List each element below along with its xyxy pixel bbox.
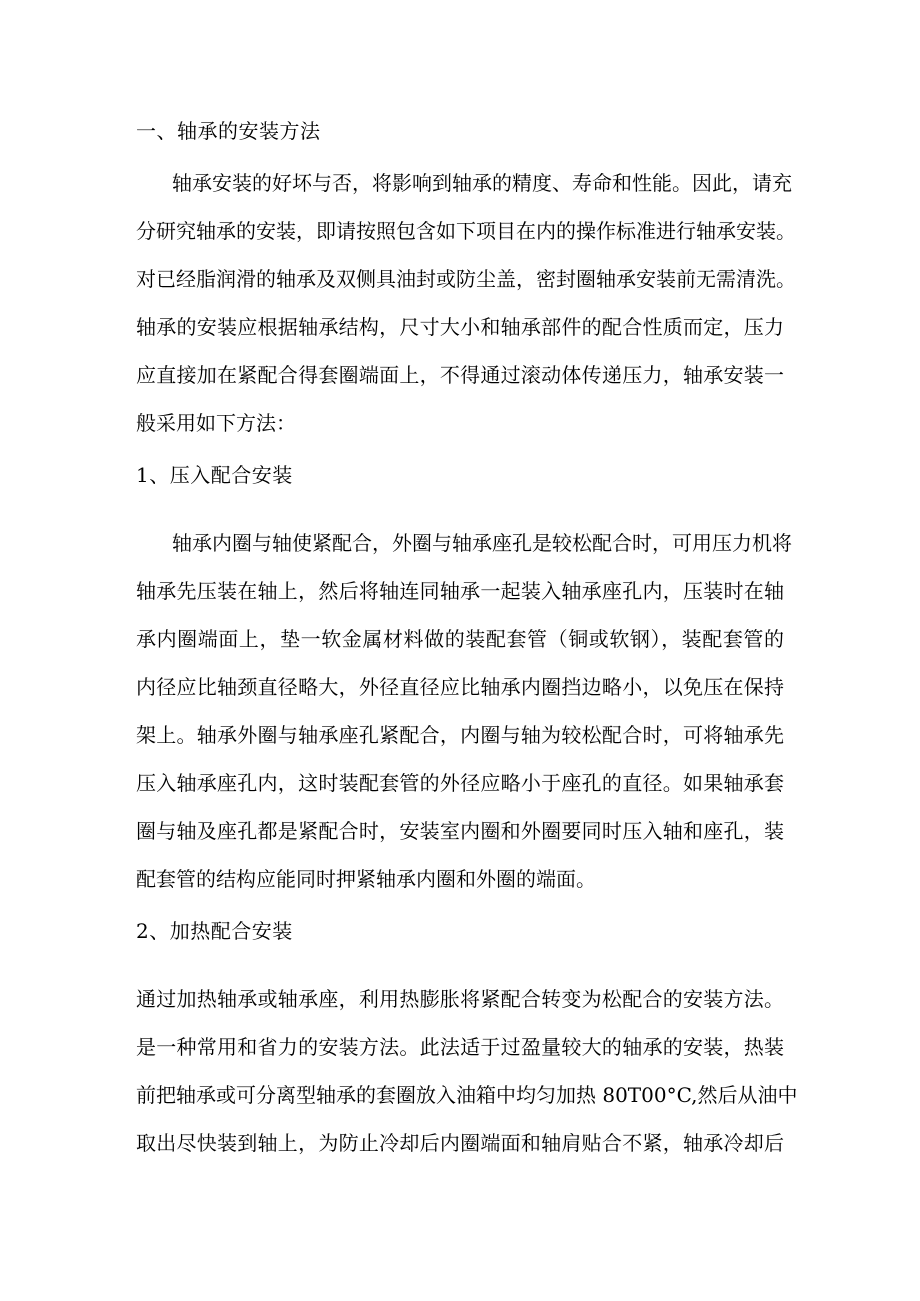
section-heading-press-fit: 1、压入配合安装	[136, 463, 293, 487]
paragraph-line: 轴承先压装在轴上，然后将轴连同轴承一起装入轴承座孔内，压装时在轴	[136, 579, 784, 603]
paragraph-line: 前把轴承或可分离型轴承的套圈放入油箱中均匀加热 80T00°C,然后从油中	[136, 1083, 798, 1107]
paragraph-line: 般采用如下方法：	[136, 411, 296, 435]
paragraph-line: 压入轴承座孔内，这时装配套管的外径应略小于座孔的直径。如果轴承套	[136, 771, 784, 795]
paragraph-line: 内径应比轴颈直径略大，外径直径应比轴承内圈挡边略小，以免压在保持	[136, 675, 784, 699]
paragraph-line: 承内圈端面上，垫一软金属材料做的装配套管（铜或软钢），装配套管的	[136, 627, 784, 651]
paragraph-line: 圈与轴及座孔都是紧配合时，安装室内圈和外圈要同时压入轴和座孔，装	[136, 819, 784, 843]
section-heading-heat-fit: 2、加热配合安装	[136, 919, 293, 943]
paragraph-line: 应直接加在紧配合得套圈端面上，不得通过滚动体传递压力，轴承安装一	[136, 363, 784, 387]
section-heading-installation-methods: 一、轴承的安装方法	[136, 119, 321, 143]
paragraph-line: 是一种常用和省力的安装方法。此法适于过盈量较大的轴承的安装，热装	[136, 1035, 784, 1059]
paragraph-line: 架上。轴承外圈与轴承座孔紧配合，内圈与轴为较松配合时，可将轴承先	[136, 723, 784, 747]
paragraph-line: 通过加热轴承或轴承座，利用热膨胀将紧配合转变为松配合的安装方法。	[136, 987, 784, 1011]
paragraph-line: 取出尽快装到轴上，为防止冷却后内圈端面和轴肩贴合不紧，轴承冷却后	[136, 1131, 784, 1155]
paragraph-line: 轴承安装的好坏与否，将影响到轴承的精度、寿命和性能。因此，请充	[172, 171, 792, 195]
paragraph-line: 分研究轴承的安装，即请按照包含如下项目在内的操作标准进行轴承安装。	[136, 219, 796, 243]
paragraph-line: 对已经脂润滑的轴承及双侧具油封或防尘盖，密封圈轴承安装前无需清洗。	[136, 267, 796, 291]
paragraph-line: 配套管的结构应能同时押紧轴承内圈和外圈的端面。	[136, 867, 596, 891]
paragraph-line: 轴承内圈与轴使紧配合，外圈与轴承座孔是较松配合时，可用压力机将	[172, 531, 792, 555]
paragraph-line: 轴承的安装应根据轴承结构，尺寸大小和轴承部件的配合性质而定，压力	[136, 315, 784, 339]
